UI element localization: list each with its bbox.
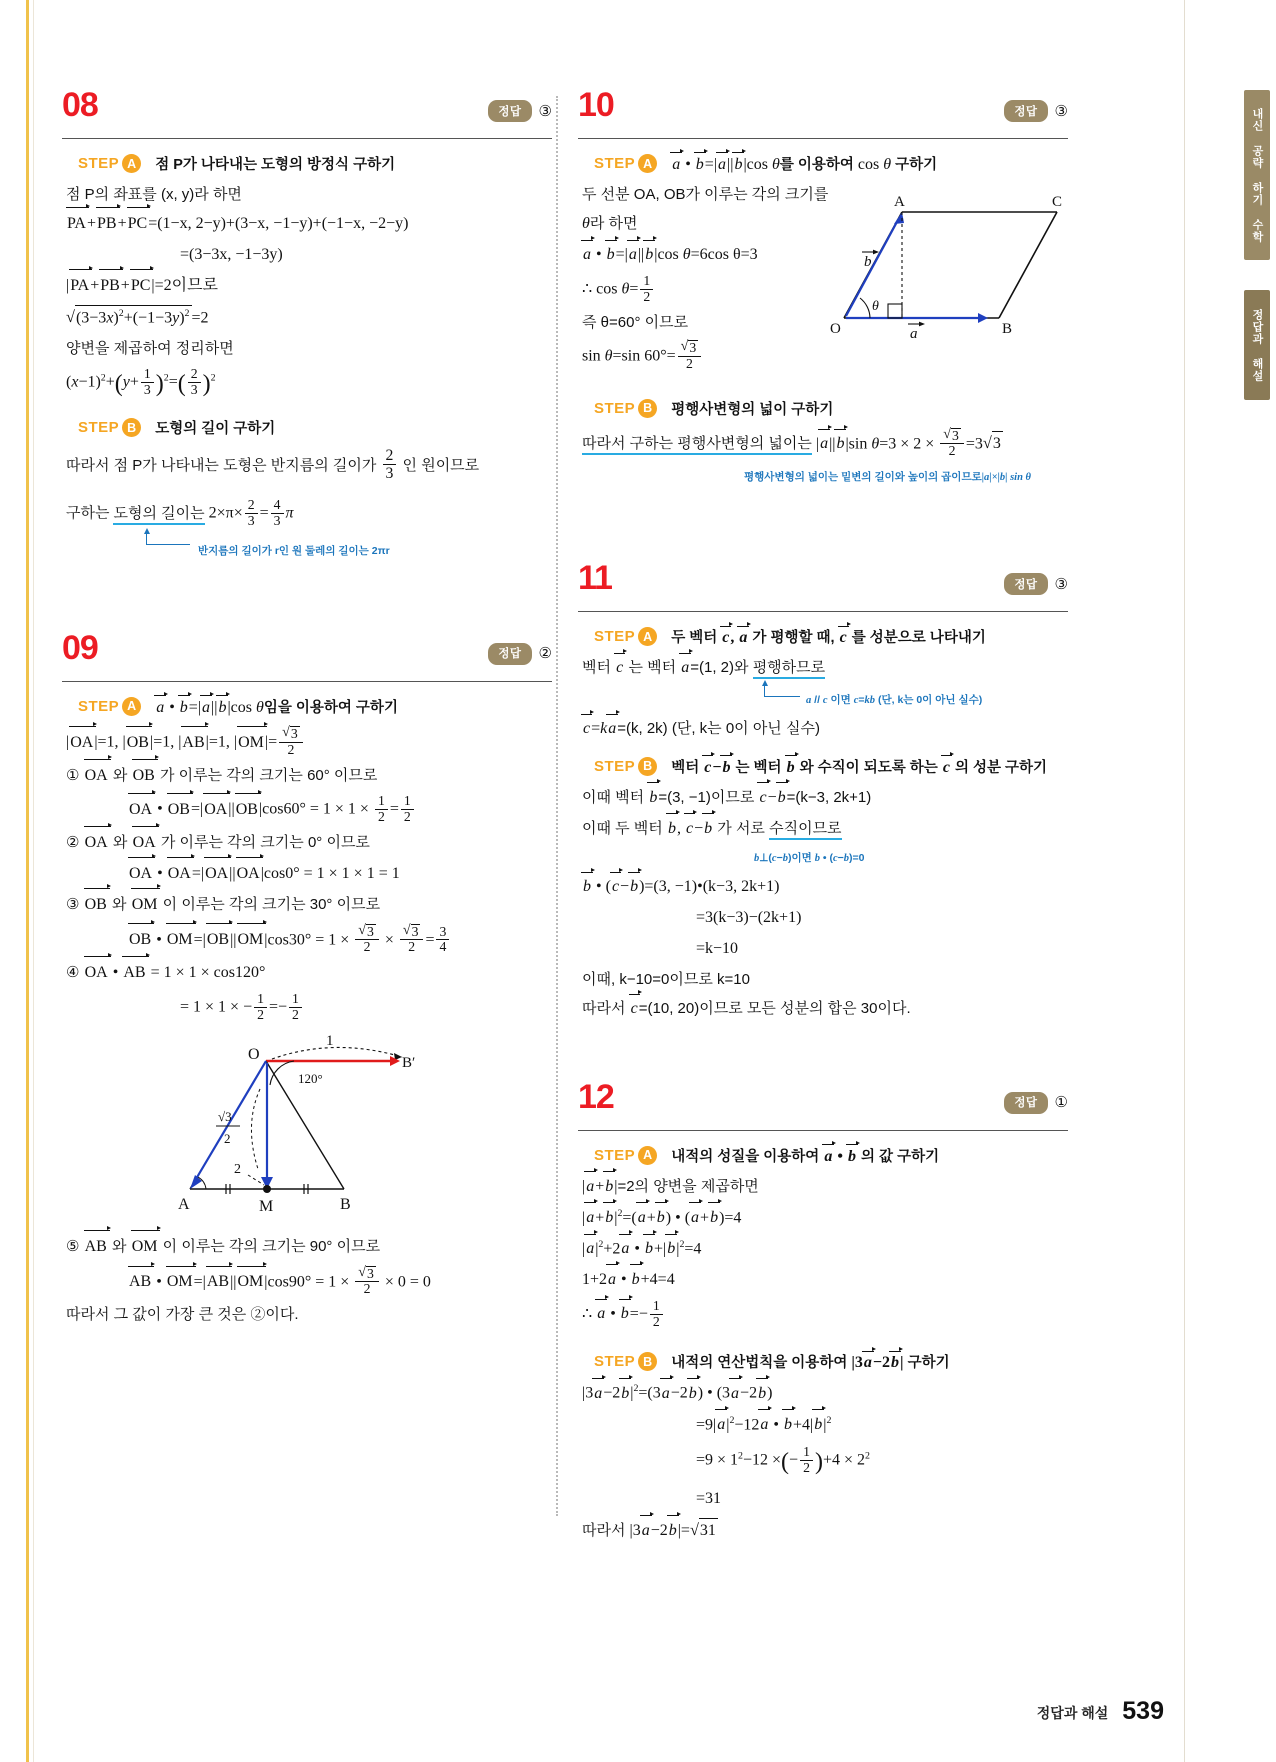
step-title-tail-1: 를 이용하여 <box>779 157 854 173</box>
p11-l1-pre: 벡터 <box>582 659 611 677</box>
step-word: STEP <box>78 697 120 715</box>
item-mark: ④ <box>66 964 80 982</box>
step-badge: A <box>638 627 657 646</box>
item-mark: ② <box>66 834 80 852</box>
label-a: A <box>178 1195 190 1213</box>
step-title-p2: 가 평행할 때, <box>752 630 835 647</box>
item-pre: 와 <box>112 834 128 852</box>
problem-11-rule <box>578 611 1068 612</box>
answer-value: ③ <box>1054 576 1068 593</box>
answer-value: ③ <box>538 103 552 120</box>
p09-item-2: ② OA 와 OA 가 이루는 각의 크기는 0° 이므로 <box>66 831 552 856</box>
annotation-hook <box>146 533 190 545</box>
p09-item-4: ④ OA • AB = 1 × 1 × cos120° <box>66 961 552 986</box>
p08-line-6: 양변을 제곱하여 정리하면 <box>66 339 234 357</box>
p08-line-9-math: 2×π× <box>208 504 243 522</box>
item-post: 이 이루는 각의 크기는 30° 이므로 <box>162 895 381 913</box>
p08-line-8: 따라서 점 P가 나타내는 도형은 반지름의 길이가 $\frac{2}{3}$ 인 원이므로 <box>66 447 480 483</box>
step-badge: B <box>638 1352 657 1371</box>
item-pre: 와 <box>112 1237 127 1255</box>
step-title-p1: 벡터 <box>671 759 700 776</box>
p08-line-4: |PA+PB+PC|=2이므로 <box>66 274 552 299</box>
problem-12-answer <box>1004 1092 1068 1114</box>
p11-l9-post: =(10, 20)이므로 모든 성분의 합은 30이다. <box>638 1000 911 1018</box>
p11-annotation-1: a // c 이면 c=kb (단, k는 0이 아닌 실수) <box>806 694 983 707</box>
p12-line-7: $=9|a|^2-12a$ • $b+4|b|^2$ <box>696 1413 1068 1438</box>
p08-line-8-pre: 따라서 점 P가 나타내는 도형은 반지름의 길이가 <box>66 457 377 475</box>
step-title: a • b=|a||b|cos θ임을 이용하여 구하기 <box>156 698 398 716</box>
step-word: STEP <box>594 1353 636 1371</box>
label-one: 1 <box>326 1032 334 1049</box>
step-title-p1: 내적의 성질을 이용하여 <box>671 1148 820 1165</box>
problem-11-header <box>578 559 1068 611</box>
page-edge-stripe-thin <box>33 0 34 1762</box>
column-divider <box>556 96 558 1516</box>
p11-l4-pre: 이때 두 벡터 <box>582 819 663 837</box>
answer-pill-label: 정답 <box>488 643 531 665</box>
p09-eq-4: = 1 × 1 × − $\frac{1}{2}$ =− $\frac{1}{2}$ <box>180 992 552 1023</box>
right-column <box>578 86 1068 1549</box>
p12-line-4: 1+2a • b+4=4 <box>582 1268 1068 1293</box>
step-title-p1: 내적의 연산법칙을 이용하여 <box>671 1355 848 1372</box>
item-mark: ① <box>66 766 80 784</box>
p11-line-5: b • (c−b)=(3, −1)•(k−3, 2k+1) <box>582 875 1068 900</box>
p09-eq-5: AB • OM=|AB||OM|cos90° = 1 × √ $\frac{3}{2}$ × 0 = 0 <box>128 1266 552 1298</box>
p11-l5-tail: =(3, −1)•(k−3, 2k+1) <box>644 878 780 896</box>
problem-08-answer <box>488 100 552 122</box>
page-edge-stripe <box>26 0 29 1762</box>
p09-item-1: ① OA 와 OB 가 이루는 각의 크기는 60° 이므로 <box>66 764 552 789</box>
item-post: 가 이루는 각의 크기는 60° 이므로 <box>159 766 378 784</box>
p11-line-6: =3(k−3)−(2k+1) <box>696 909 802 927</box>
p08-line-9: 구하는 도형의 길이는 2×π× $\frac{2}{3}$ = $\frac{4}{3}$ π <box>66 497 294 529</box>
answer-pill-label: 정답 <box>488 100 531 122</box>
p10-line-2: θ라 하면 <box>582 215 638 233</box>
p11-annotation-2: b⊥(c−b)이면 b • (c−b)=0 <box>754 852 865 865</box>
label-sqrt3: √3 <box>218 1108 232 1124</box>
label-b-vertex: B <box>1002 321 1013 337</box>
p12-line-6: $|3a-2b|^2=(3a-2b)$ • (3a−2b) <box>582 1381 1068 1406</box>
p11-line-1: 벡터 c 는 벡터 a=(1, 2)와 평행하므로 <box>582 656 1068 681</box>
problem-12-header <box>578 1078 1068 1130</box>
answer-value: ② <box>538 646 552 663</box>
item-post: 이 이루는 각의 크기는 90° 이므로 <box>162 1237 381 1255</box>
problem-11-step-a <box>594 626 1068 647</box>
label-b: B <box>340 1195 351 1213</box>
p12-line-2: $|a+b|^2=(a+b)$ • (a+b)=4 <box>582 1206 1068 1231</box>
problem-08-step-b <box>78 417 552 438</box>
p08-line-5: √ $(3-3x)^2+(-1-3y)^2 =2$ <box>66 305 552 331</box>
label-o: O <box>248 1045 260 1063</box>
step-title-tail: 임을 이용하여 구하기 <box>263 699 398 716</box>
step-word: STEP <box>78 155 120 172</box>
item-pre: 와 <box>112 895 127 913</box>
problem-10-answer <box>1004 100 1068 122</box>
footer-page-number: 539 <box>1122 1697 1164 1725</box>
problem-08 <box>62 86 552 561</box>
side-tab-answers: 정답과 해설 <box>1244 290 1270 400</box>
step-badge: B <box>638 757 657 776</box>
step-title-p3: 와 수직이 되도록 하는 <box>799 759 938 776</box>
p11-l1-mid: 는 벡터 <box>628 659 677 677</box>
step-badge: A <box>638 1146 657 1165</box>
problem-09-answer <box>488 643 552 665</box>
p11-l3-mid: =(3, −1)이므로 <box>658 788 755 806</box>
problem-10-header <box>578 86 1068 138</box>
p08-line-9-pre: 구하는 <box>66 504 110 522</box>
problem-08-header <box>62 86 552 138</box>
p11-line-4: 이때 두 벡터 b, c−b 가 서로 수직이므로 <box>582 817 1068 842</box>
label-o-vertex: O <box>830 321 841 337</box>
p10-line-1: 두 선분 OA, OB가 이루는 각의 크기를 <box>582 186 829 203</box>
label-b-prime: B′ <box>402 1054 416 1071</box>
step-title-p2: 의 값 구하기 <box>861 1148 940 1165</box>
item-post: 가 이루는 각의 크기는 0° 이므로 <box>160 834 370 852</box>
p12-l1-tail: =2의 양변을 제곱하면 <box>617 1177 759 1195</box>
p10-line-2-tail: 라 하면 <box>589 215 638 233</box>
p10-line-6: sin θ=sin 60°= √ $\frac{3}{2}$ <box>582 340 1068 372</box>
p10-line-3-tail: =6cos θ=3 <box>690 246 758 264</box>
p11-l4-underlined: 수직이므로 <box>769 820 841 840</box>
label-vector-b: b <box>864 254 872 270</box>
answer-value: ③ <box>1054 103 1068 120</box>
problem-12-step-b <box>594 1351 1068 1372</box>
step-title: 평행사변형의 넓이 구하기 <box>671 401 834 418</box>
problem-08-number: 08 <box>62 86 98 124</box>
p08-line-2-rhs: =(1−x, 2−y)+(3−x, −1−y)+(−1−x, −2−y) <box>148 215 409 233</box>
problem-10-step-b <box>594 398 1068 419</box>
p12-l3-tail: =4 <box>684 1240 702 1258</box>
step-badge: B <box>122 418 141 437</box>
problem-10-rule <box>578 138 1068 139</box>
p09-item-3: ③ OB 와 OM 이 이루는 각의 크기는 30° 이므로 <box>66 893 552 918</box>
label-two-denom: 2 <box>224 1130 231 1146</box>
problem-09-rule <box>62 681 552 682</box>
step-word: STEP <box>594 628 636 646</box>
p11-line-7: =k−10 <box>696 940 739 958</box>
p10-line-4: ∴ cos θ= $\frac{1}{2}$ <box>582 274 1068 305</box>
footer-label: 정답과 해설 <box>1036 1705 1109 1721</box>
step-badge: B <box>638 399 657 418</box>
problem-11-number: 11 <box>578 559 612 598</box>
step-title: a • b=|a||b|cos θ를 이용하여 cos θ 구하기 <box>672 156 938 173</box>
p12-line-1: |a+b|=2의 양변을 제곱하면 <box>582 1175 1068 1200</box>
step-word: STEP <box>594 399 636 417</box>
step-title-p2: 는 벡터 <box>735 759 782 776</box>
p11-annotation-row-1 <box>578 687 1068 711</box>
problem-12-step-a <box>594 1145 1068 1166</box>
step-word: STEP <box>78 419 120 437</box>
p11-line-9: 따라서 c=(10, 20)이므로 모든 성분의 합은 30이다. <box>582 997 1068 1022</box>
step-title: 내적의 연산법칙을 이용하여 |3a−2b| 구하기 <box>671 1354 950 1372</box>
step-title: 두 벡터 c, a 가 평행할 때, c 를 성분으로 나타내기 <box>671 629 986 647</box>
p08-annotation: 반지름의 길이가 r인 원 둘레의 길이는 2πr <box>198 544 390 557</box>
step-title: 내적의 성질을 이용하여 a • b 의 값 구하기 <box>671 1147 940 1165</box>
item-pre: 와 <box>112 766 128 784</box>
problem-09-number: 09 <box>62 628 98 667</box>
side-tab-column <box>1184 0 1276 1762</box>
step-title-p4: 의 성분 구하기 <box>954 759 1048 776</box>
problem-11 <box>578 559 1068 1022</box>
problem-10 <box>578 86 1068 487</box>
p08-line-4-tail: =2이므로 <box>154 276 219 294</box>
p10-line-3: a • b=|a||b|cos θ=6cos θ=3 <box>582 243 1068 268</box>
side-tab-chapter: 내신 공략 하기 수학 <box>1244 90 1270 260</box>
p11-line-2: c=ka=(k, 2k) (단, k는 0이 아닌 실수) <box>582 717 1068 742</box>
step-title: 도형의 길이 구하기 <box>155 421 276 438</box>
problem-10-number: 10 <box>578 86 614 124</box>
p12-line-10: 따라서 |3a−2b|= √ 31 <box>582 1518 1068 1544</box>
step-word: STEP <box>594 757 636 775</box>
problem-08-rule <box>62 138 552 139</box>
p09-line-magnitudes: |OA|=1, |OB|=1, |AB|=1, |OM|= √ $\frac{3}{2}$ <box>66 726 552 758</box>
item-mark: ③ <box>66 895 80 913</box>
problem-11-answer <box>1004 573 1068 595</box>
label-m: M <box>259 1197 274 1215</box>
p12-line-5: ∴ a • b=− $\frac{1}{2}$ <box>582 1299 1068 1330</box>
p08-line-5-tail: =2 <box>191 308 209 326</box>
answer-value: ① <box>1054 1095 1068 1112</box>
p08-line-2: PA+PB+PC=(1−x, 2−y)+(3−x, −1−y)+(−1−x, −2−y) <box>66 212 552 237</box>
p11-l9-pre: 따라서 <box>582 1000 626 1018</box>
page-footer <box>1037 1697 1164 1726</box>
step-word: STEP <box>594 155 636 172</box>
p12-l10-pre: 따라서 <box>582 1521 626 1539</box>
item-mark: ⑤ <box>66 1237 80 1255</box>
problem-12-number: 12 <box>578 1077 614 1116</box>
answer-pill-label: 정답 <box>1004 100 1047 122</box>
step-title: 점 P가 나타내는 도형의 방정식 구하기 <box>155 157 396 173</box>
p11-l2-tail: =(k, 2k) (단, k는 0이 아닌 실수) <box>617 720 820 738</box>
problem-12 <box>578 1078 1068 1544</box>
step-title-p3: 를 성분으로 나타내기 <box>851 630 986 647</box>
step-title-p2: 구하기 <box>907 1355 950 1372</box>
step-badge: A <box>122 697 141 716</box>
step-badge: A <box>638 154 657 173</box>
problem-09-header <box>62 629 552 681</box>
p08-line-9-underlined: 도형의 길이는 <box>113 505 204 525</box>
p10-annotation: 평행사변형의 넓이는 밑변의 길이와 높이의 곱이므로|a|×|b| sin θ <box>744 471 1032 484</box>
label-a-vertex: A <box>894 194 905 210</box>
problem-10-step-a <box>594 153 1068 174</box>
p12-line-3: $|a|^2+2a$ • $b+|b|^2=4$ <box>582 1237 1068 1262</box>
left-column <box>62 86 552 1333</box>
p09-eq-3: OB • OM=|OB||OM|cos30° = 1 × √ $\frac{3}{2}$ × √ $\frac{3}{2}$ = $\frac{3}{4}$ <box>128 924 552 956</box>
p08-line-1: 점 P의 좌표를 (x, y)라 하면 <box>66 186 242 203</box>
p10-line-7-pre: 따라서 구하는 평행사변형의 넓이는 <box>582 435 812 455</box>
label-c-vertex: C <box>1052 194 1063 210</box>
label-angle-120: 120° <box>298 1070 323 1086</box>
problem-09 <box>62 629 552 1327</box>
step-title-tail-2: 구하기 <box>895 157 938 173</box>
p12-l2-tail: =4 <box>724 1209 742 1226</box>
p09-eq-1: OA • OB=|OA||OB|cos60° = 1 × 1 × $\frac{1}{2}$ = $\frac{1}{2}$ <box>128 794 552 825</box>
problem-08-step-a <box>78 153 552 174</box>
problem-12-rule <box>578 1130 1068 1131</box>
problem-09-step-a <box>78 696 552 717</box>
p10-line-5-text: 즉 θ=60° 이므로 <box>582 313 689 331</box>
answer-pill-label: 정답 <box>1004 573 1047 595</box>
p11-line-8: 이때, k−10=0이므로 k=10 <box>582 970 750 988</box>
step-title: 벡터 c−b 는 벡터 b 와 수직이 되도록 하는 c 의 성분 구하기 <box>671 758 1048 776</box>
label-two: 2 <box>234 1161 241 1177</box>
p11-annotation-row-2 <box>578 847 1068 869</box>
p08-line-7: $(x-1)^2+(y+$ $\frac{1}{3}$ )$^2$=( $\frac{2}{3}$ )$^2$ <box>66 365 216 398</box>
p09-item-5: ⑤ AB 와 OM 이 이루는 각의 크기는 90° 이므로 <box>66 1235 552 1260</box>
step-title-p1: 두 벡터 <box>671 630 718 647</box>
p12-line-9: =31 <box>696 1489 722 1507</box>
p08-line-8-post: 인 원이므로 <box>402 457 480 475</box>
p11-line-3: 이때 벡터 b=(3, −1)이므로 c−b=(k−3, 2k+1) <box>582 786 1068 811</box>
step-word: STEP <box>594 1146 636 1164</box>
p11-l1-post: =(1, 2)와 <box>690 659 749 677</box>
problem-11-step-b <box>594 756 1068 777</box>
label-vector-a: a <box>910 326 918 342</box>
p12-line-8: $=9 \times 1^2-12$ ×(− $\frac{1}{2}$ )$+4 \times 2^2$ <box>696 1443 870 1475</box>
p11-l3-pre: 이때 벡터 <box>582 788 645 806</box>
step-badge: A <box>122 154 141 173</box>
p11-l3-post: =(k−3, 2k+1) <box>786 788 872 806</box>
p11-l4-mid: 가 서로 <box>717 819 765 837</box>
p10-annotation-row <box>578 465 1068 487</box>
label-theta: θ <box>872 299 879 314</box>
p09-conclusion: 따라서 그 값이 가장 큰 것은 ②이다. <box>66 1306 299 1324</box>
p11-l1-underlined: 평행하므로 <box>753 659 825 679</box>
p10-line-7: 따라서 구하는 평행사변형의 넓이는 |a||b|sin θ=3 × 2 × √ $\frac{3}{2}$ =3 √ 3 <box>582 428 1068 460</box>
annotation-hook <box>764 685 800 697</box>
p09-triangle-diagram <box>62 1029 552 1229</box>
p10-parallelogram-diagram <box>824 190 1074 350</box>
p09-eq-2: OA • OA=|OA||OA|cos0° = 1 × 1 × 1 = 1 <box>128 862 552 887</box>
p08-annotation-row <box>62 535 552 561</box>
p08-line-3: =(3−3x, −1−3y) <box>180 246 283 264</box>
answer-pill-label: 정답 <box>1004 1092 1047 1114</box>
